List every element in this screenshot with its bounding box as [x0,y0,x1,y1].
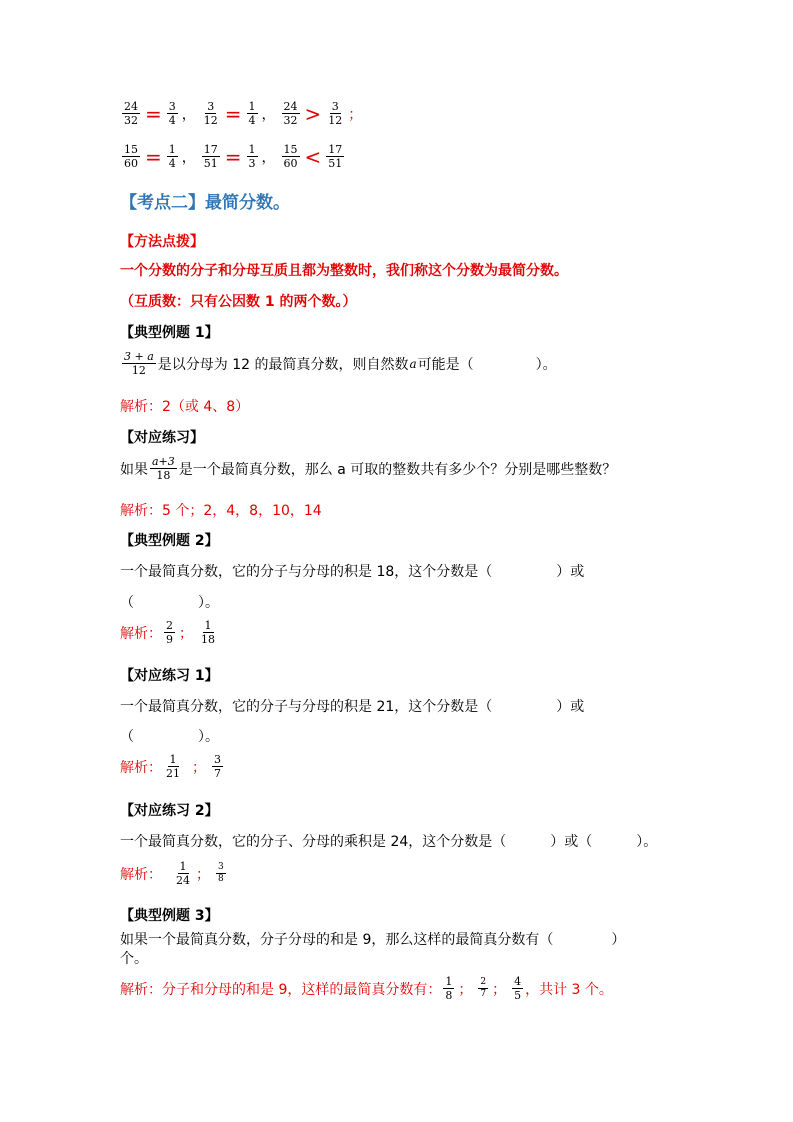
practice-1-question-line-2: （ ）。 [120,729,219,745]
denominator: 51 [203,157,218,170]
separator: ， [181,106,196,123]
practice-header: 【对应练习】 [120,430,204,446]
denominator: 32 [124,114,138,127]
section-title: 【考点二】最简分数。 [120,193,290,213]
example-3-answer: 解析：分子和分母的和是 9，这样的最简真分数有： $\frac{1}{8}$ ； $\frac{2}{7}$ ； $\frac{4}{5}$ ，共计 3 个。 [120,975,613,1002]
example-3-question-line-2: 个。 [120,951,148,967]
comparison-row-2 [120,143,346,170]
fraction [326,100,344,127]
example-1-answer: 解析：2（或 4、8） [120,399,250,415]
answer-fraction: $\frac{1}{24}$ [176,860,190,887]
example-1-header: 【典型例题 1】 [120,325,219,341]
separator: ， [181,149,196,166]
denominator: 4 [168,157,176,170]
denominator: 60 [124,157,138,170]
numerator: 17 [328,143,343,156]
practice-1-answer: 解析： $\frac{1}{21}$ ； $\frac{3}{7}$ [120,753,221,780]
numerator: 3 [168,100,176,113]
fraction [247,143,258,170]
relation-sign: < [304,144,322,169]
method-text: 一个分数的分子和分母互质且都为整数时，我们称这个分数为最简分数。 [120,263,568,279]
denominator: 60 [283,157,298,170]
practice-1-header: 【对应练习 1】 [120,668,219,684]
numerator: 15 [283,143,298,156]
fraction [247,100,258,127]
fraction [122,143,140,170]
denominator: 12 [328,114,343,127]
answer-fraction: $\frac{2}{9}$ [166,619,173,646]
method-header: 【方法点拨】 [120,234,204,250]
example-3-header: 【典型例题 3】 [120,908,219,924]
practice-question: 如果 $\frac{a+3}{18}$ 是一个最简真分数，那么 a 可取的整数共有多少个？分别是哪些整数？ [120,455,617,482]
numerator: 15 [124,143,138,156]
relation-sign: = [224,101,242,126]
denominator: 51 [328,157,343,170]
example-2-header: 【典型例题 2】 [120,533,219,549]
practice-answer: 解析：5 个；2，4，8，10，14 [120,503,322,519]
denominator: 4 [248,114,256,127]
separator: ， [261,106,276,123]
relation-sign: > [304,101,322,126]
practice-2-header: 【对应练习 2】 [120,803,219,819]
answer-fraction: $\frac{3}{7}$ [214,753,221,780]
relation-sign: = [145,101,162,126]
denominator: 3 [248,157,256,170]
fraction [282,100,300,127]
numerator: 3 [207,100,215,113]
practice-2-question: 一个最简真分数，它的分子、分母的乘积是 24，这个分数是（ ）或（ ）。 [120,834,658,850]
fraction [202,143,220,170]
practice-1-question-line-1: 一个最简真分数，它的分子与分母的积是 21，这个分数是（ ）或 [120,699,585,715]
answer-fraction: $\frac{3}{8}$ [218,862,224,884]
separator: ， [261,149,276,166]
fraction [326,143,344,170]
numerator: 1 [168,143,176,156]
answer-fraction: $\frac{4}{5}$ [514,975,522,1002]
separator: ； [348,106,363,123]
answer-fraction: $\frac{1}{21}$ [166,753,180,780]
practice-2-answer: 解析： $\frac{1}{24}$ ； $\frac{3}{8}$ [120,860,224,887]
answer-fraction: $\frac{1}{8}$ [445,975,453,1002]
fraction [167,100,178,127]
fraction [167,143,178,170]
example-2-question-line-2: （ ）。 [120,595,219,611]
numerator: 24 [283,100,298,113]
answer-fraction: $\frac{1}{18}$ [201,619,215,646]
comparison-row-1 [120,100,366,127]
numerator: 3 [331,100,339,113]
practice-fraction: $\frac{a+3}{18}$ [152,455,175,482]
fraction [282,143,300,170]
numerator: 1 [248,143,256,156]
example-2-question-line-1: 一个最简真分数，它的分子与分母的积是 18，这个分数是（ ）或 [120,564,585,580]
denominator: 12 [203,114,218,127]
relation-sign: = [224,144,242,169]
relation-sign: = [145,144,162,169]
numerator: 1 [248,100,256,113]
example-3-question-line-1: 如果一个最简真分数，分子分母的和是 9，那么这样的最简真分数有（ ） [120,932,626,948]
fraction [202,100,220,127]
denominator: 4 [168,114,176,127]
numerator: 17 [203,143,218,156]
denominator: 32 [283,114,298,127]
example-1-question: $\frac{3 + a}{12}$ 是以分母为 12 的最简真分数，则自然数 a 可能是（ ）。 [124,350,557,377]
fraction [122,100,140,127]
answer-fraction: $\frac{2}{7}$ [480,977,487,999]
example-2-answer: 解析： $\frac{2}{9}$ ； $\frac{1}{18}$ [120,619,215,646]
example-1-fraction: $\frac{3 + a}{12}$ [124,350,154,377]
method-note: （互质数：只有公因数 1 的两个数。） [120,294,357,310]
numerator: 24 [124,100,138,113]
